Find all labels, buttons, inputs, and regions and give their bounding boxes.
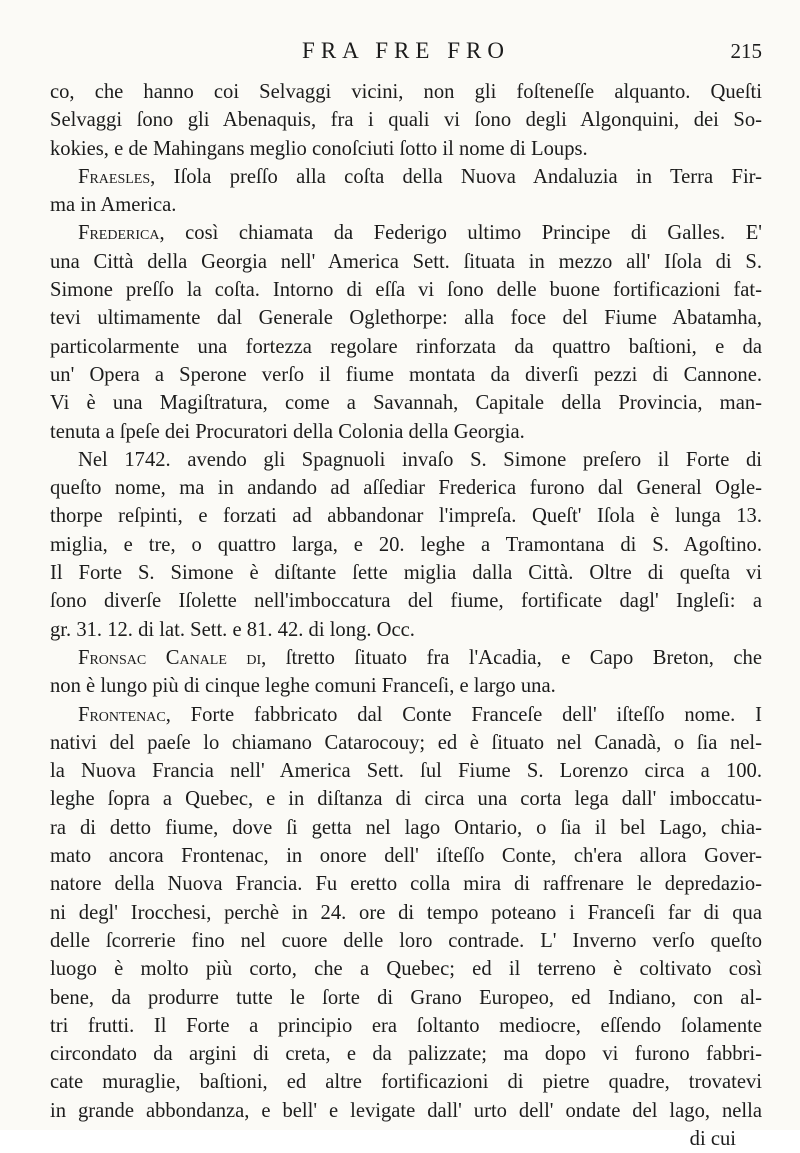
entry-first-line	[50, 701, 762, 729]
text-line: un' Opera a Sperone verſo il fiume montata da diverſi pezzi di Cannone.	[50, 363, 762, 386]
text-line: ra di detto fiume, dove ſi getta nel lago Ontario, o ſia il bel Lago, chia-	[50, 816, 762, 839]
text-line: Vi è una Magiſtratura, come a Savannah, Capitale della Provincia, man-	[50, 392, 762, 415]
text-line: Il Forte S. Simone è diſtante ſette miglia dalla Città. Oltre di queſta vi	[50, 562, 762, 585]
text-line: tri frutti. Il Forte a principio era ſoltanto mediocre, eſſendo ſolamente	[50, 1014, 762, 1037]
entry-headword: Fronsac Canale di	[78, 646, 262, 669]
text-line: Simone preſſo la coſta. Intorno di eſſa vi ſono delle buone fortificazioni fat-	[50, 279, 762, 302]
page-text	[50, 78, 762, 1153]
text-line: circondato da argini di creta, e da palizzate; ma dopo vi furono fabbri-	[50, 1043, 762, 1066]
text-line: queſto nome, ma in andando ad aſſediar Frederica furono dal General Ogle-	[50, 477, 762, 500]
text-line: luogo è molto più corto, che a Quebec; ed il terreno è coltivato così	[50, 958, 762, 981]
entry-text: , Forte fabbricato dal Conte Franceſe dell' iſteſſo nome. I	[165, 703, 762, 726]
text-line: ni degl' Irocchesi, perchè in 24. ore di tempo poteano i Franceſi far di qua	[50, 901, 762, 924]
text-line: leghe ſopra a Quebec, e in diſtanza di circa una corta lega dall' imboccatu-	[50, 788, 762, 811]
entry-first-line	[50, 163, 762, 191]
entry-headword: Fraesles	[78, 165, 151, 188]
entry-first-line	[50, 219, 762, 247]
running-head	[50, 38, 762, 68]
page-number: 215	[730, 39, 762, 63]
paragraph-first-line: Nel 1742. avendo gli Spagnuoli invaſo S. Simone preſero il Forte di	[78, 448, 762, 471]
text-line: non è lungo più di cinque leghe comuni Franceſi, e largo una.	[50, 675, 556, 698]
text-line: particolarmente una fortezza regolare rinforzata da quattro baſtioni, e da	[50, 335, 762, 358]
text-line: delle ſcorrerie fino nel cuore delle loro contrade. L' Inverno verſo queſto	[50, 929, 762, 952]
entry-text: , così chiamata da Federigo ultimo Principe di Galles. E'	[159, 222, 762, 245]
entry-text: , Iſola preſſo alla coſta della Nuova Andaluzia in Terra Fir-	[150, 165, 762, 188]
text-line: thorpe reſpinti, e forzati ad abbandonar l'impreſa. Queſt' Iſola è lunga 13.	[50, 505, 762, 528]
text-line: in grande abbondanza, e bell' e levigate dall' urto dell' ondate del lago, nella	[50, 1099, 762, 1122]
text-line: natore della Nuova Francia. Fu eretto colla mira di raffrenare le depredazio-	[50, 873, 762, 896]
entry-text: , ſtretto ſituato fra l'Acadia, e Capo Breton, che	[261, 646, 762, 669]
text-line: una Città della Georgia nell' America Sett. ſituata in mezzo all' Iſola di S.	[50, 250, 762, 273]
text-line: nativi del paeſe lo chiamano Catarocouy; ed è ſituato nel Canadà, o ſia nel-	[50, 731, 762, 754]
text-line: ſono diverſe Iſolette nell'imboccatura del fiume, fortificate dagl' Ingleſi: a	[50, 590, 762, 613]
text-line: co, che hanno coi Selvaggi vicini, non gli foſteneſſe alquanto. Queſti	[50, 81, 762, 103]
text-line: Selvaggi ſono gli Abenaquis, fra i quali vi ſono degli Algonquini, dei So-	[50, 109, 762, 132]
text-line: tenuta a ſpeſe dei Procuratori della Colonia della Georgia.	[50, 420, 525, 443]
text-line: cate muraglie, baſtioni, ed altre fortificazioni di pietre quadre, trovatevi	[50, 1071, 762, 1094]
text-line: ma in America.	[50, 194, 177, 217]
text-line: mato ancora Frontenac, in onore dell' iſteſſo Conte, ch'era allora Gover-	[50, 845, 762, 868]
entry-headword: Frontenac	[78, 703, 166, 726]
text-line: bene, da produrre tutte le ſorte di Grano Europeo, ed Indiano, con al-	[50, 986, 762, 1009]
running-title: FRA FRE FRO	[302, 38, 510, 63]
text-line: kokies, e de Mahingans meglio conoſciuti ſotto il nome di Loups.	[50, 137, 588, 160]
text-line: tevi ultimamente dal Generale Oglethorpe: alla foce del Fiume Abatamha,	[50, 307, 762, 330]
text-line: la Nuova Francia nell' America Sett. ſul Fiume S. Lorenzo circa a 100.	[50, 760, 762, 783]
text-line: miglia, e tre, o quattro larga, e 20. leghe a Tramontana di S. Agoſtino.	[50, 533, 762, 556]
entry-headword: Frederica	[78, 222, 160, 245]
catchword: di cui	[689, 1127, 736, 1150]
entry-first-line	[50, 644, 762, 672]
text-line: gr. 31. 12. di lat. Sett. e 81. 42. di long. Occ.	[50, 618, 415, 641]
